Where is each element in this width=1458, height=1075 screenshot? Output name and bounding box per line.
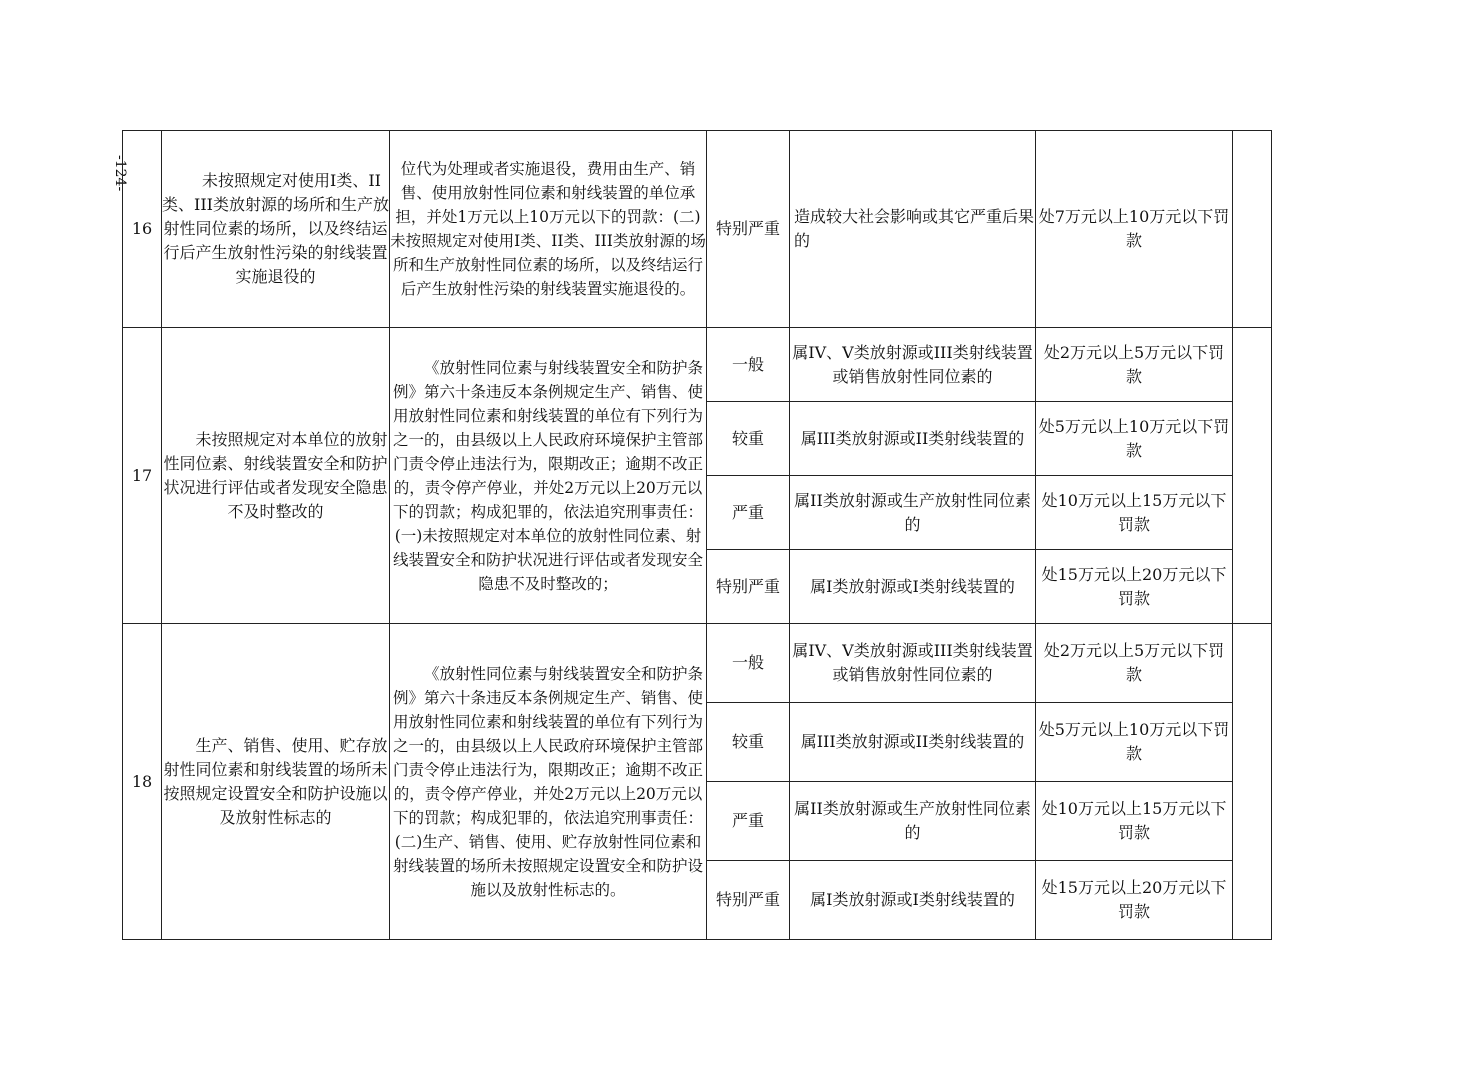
circumstance-text: 属IV、V类放射源或III类射线装置或销售放射性同位素的	[792, 641, 1033, 684]
violation-item	[162, 131, 390, 328]
penalty-standard: 处15万元以上20万元以下罚款	[1036, 550, 1233, 624]
circumstance	[790, 328, 1036, 402]
legal-basis-text: 《放射性同位素与射线装置安全和防护条例》第六十条违反本条例规定生产、销售、使用放射性同位素和射线装置的单位有下列行为之一的，由县级以上人民政府环境保护主管部门责令停止违法行为，限期改正；逾期不改正的，责令停产停业，并处2万元以上20万元以下的罚款；构成犯罪的，依法追究刑事责任：(一)未按照规定对本单位的放射性同位素、射线装置安全和防护状况进行评估或者发现安全隐患不及时整改的；	[392, 358, 703, 593]
penalty-standard: 处5万元以上10万元以下罚款	[1036, 402, 1233, 476]
violation-item	[162, 328, 390, 624]
row-number: 16	[123, 131, 162, 328]
table-row	[123, 131, 1272, 328]
legal-basis	[390, 624, 707, 940]
circumstance	[790, 402, 1036, 476]
circumstance-text: 属IV、V类放射源或III类射线装置或销售放射性同位素的	[792, 342, 1033, 386]
severity-level: 一般	[707, 624, 790, 703]
remarks-cell	[1233, 131, 1272, 328]
circumstance-text: 造成较大社会影响或其它严重后果的	[794, 207, 1035, 250]
circumstance	[790, 624, 1036, 703]
circumstance	[790, 476, 1036, 550]
severity-level: 严重	[707, 782, 790, 861]
severity-level: 严重	[707, 476, 790, 550]
penalty-discretion-table	[122, 130, 1272, 940]
violation-item	[162, 624, 390, 940]
severity-level: 特别严重	[707, 861, 790, 940]
legal-basis-text: 位代为处理或者实施退役，费用由生产、销售、使用放射性同位素和射线装置的单位承担，并处1万元以上10万元以下的罚款：(二)未按照规定对使用I类、II类、III类放射源的场所和生产放射性同位素的场所，以及终结运行后产生放射性污染的射线装置实施退役的。	[390, 160, 706, 298]
legal-basis-text: 《放射性同位素与射线装置安全和防护条例》第六十条违反本条例规定生产、销售、使用放射性同位素和射线装置的单位有下列行为之一的，由县级以上人民政府环境保护主管部门责令停止违法行为，限期改正；逾期不改正的，责令停产停业，并处2万元以上20万元以下的罚款；构成犯罪的，依法追究刑事责任：(二)生产、销售、使用、贮存放射性同位素和射线装置的场所未按照规定设置安全和防护设施以及放射性标志的。	[392, 664, 703, 899]
penalty-standard: 处7万元以上10万元以下罚款	[1036, 131, 1233, 328]
circumstance-text: 属II类放射源或生产放射性同位素的	[794, 799, 1031, 842]
legal-basis	[390, 328, 707, 624]
circumstance-text: 属III类放射源或II类射线装置的	[800, 428, 1025, 448]
penalty-standard: 处15万元以上20万元以下罚款	[1036, 861, 1233, 940]
penalty-standard: 处10万元以上15万元以下罚款	[1036, 782, 1233, 861]
circumstance	[790, 861, 1036, 940]
circumstance	[790, 550, 1036, 624]
severity-level: 一般	[707, 328, 790, 402]
circumstance-text: 属II类放射源或生产放射性同位素的	[794, 490, 1031, 534]
severity-level: 特别严重	[707, 550, 790, 624]
circumstance-text: 属I类放射源或I类射线装置的	[810, 576, 1015, 596]
severity-level: 较重	[707, 703, 790, 782]
circumstance	[790, 703, 1036, 782]
table-row	[123, 624, 1272, 703]
violation-item-text: 未按照规定对使用I类、II类、III类放射源的场所和生产放射性同位素的场所，以及终结运行后产生放射性污染的射线装置实施退役的	[162, 171, 389, 286]
severity-level: 较重	[707, 402, 790, 476]
row-number: 17	[123, 328, 162, 624]
circumstance-text: 属III类放射源或II类射线装置的	[800, 732, 1025, 751]
penalty-standard: 处5万元以上10万元以下罚款	[1036, 703, 1233, 782]
violation-item-text: 生产、销售、使用、贮存放射性同位素和射线装置的场所未按照规定设置安全和防护设施以及放射性标志的	[163, 735, 388, 827]
remarks-cell	[1233, 328, 1272, 624]
circumstance-text: 属I类放射源或I类射线装置的	[810, 890, 1015, 909]
circumstance	[790, 131, 1036, 328]
circumstance	[790, 782, 1036, 861]
severity-level: 特别严重	[707, 131, 790, 328]
penalty-standard: 处2万元以上5万元以下罚款	[1036, 328, 1233, 402]
remarks-cell	[1233, 624, 1272, 940]
legal-basis	[390, 131, 707, 328]
table-row	[123, 328, 1272, 402]
penalty-standard: 处2万元以上5万元以下罚款	[1036, 624, 1233, 703]
penalty-standard: 处10万元以上15万元以下罚款	[1036, 476, 1233, 550]
page-number: -124-	[112, 155, 128, 192]
violation-item-text: 未按照规定对本单位的放射性同位素、射线装置安全和防护状况进行评估或者发现安全隐患不及时整改的	[163, 429, 388, 521]
row-number: 18	[123, 624, 162, 940]
